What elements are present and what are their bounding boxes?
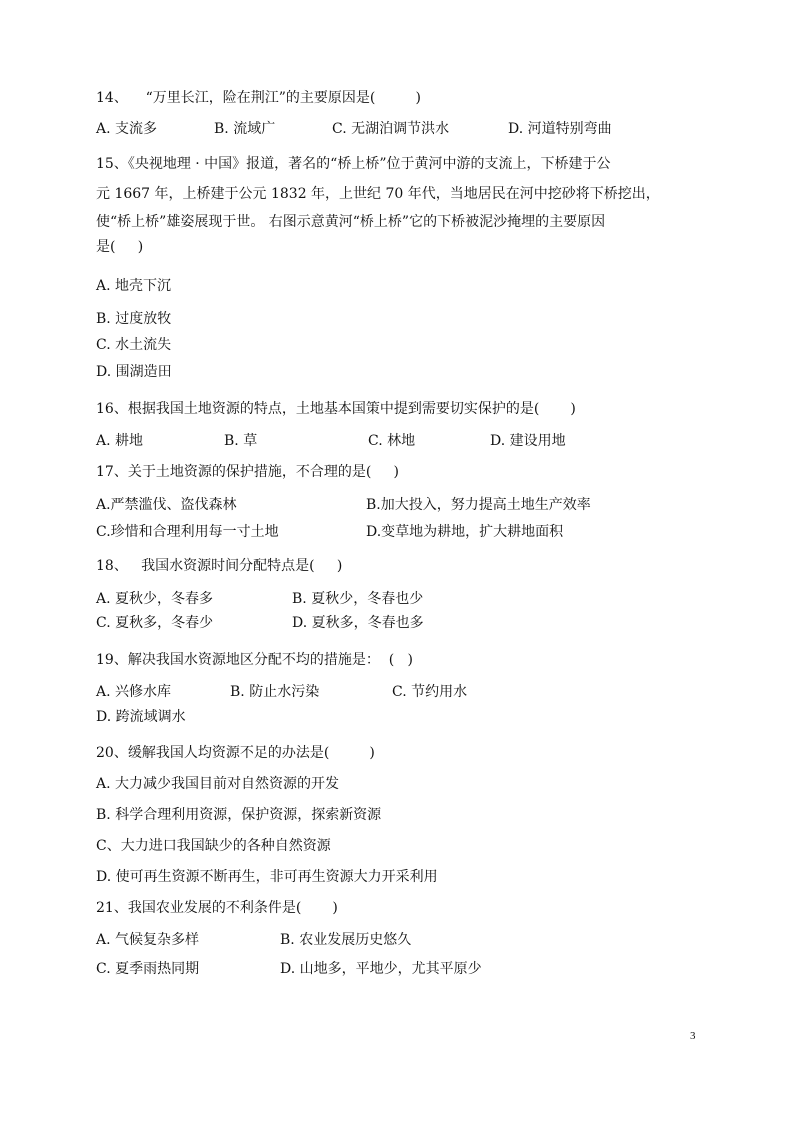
q16-option-c: C. 林地	[368, 433, 416, 449]
q15-stem-line-1: 15、《央视地理 · 中国》报道，著名的“桥上桥”位于黄河中游的支流上，下桥建于公	[96, 156, 611, 172]
q20-option-d: D. 使可再生资源不断再生，非可再生资源大力开采利用	[96, 869, 438, 885]
q19-option-a: A. 兴修水库	[96, 684, 172, 700]
q15-option-d: D. 围湖造田	[96, 364, 172, 380]
q14-option-c: C. 无湖泊调节洪水	[332, 121, 450, 137]
q15-option-a: A. 地壳下沉	[96, 278, 172, 294]
q21-stem: 21、我国农业发展的不利条件是( )	[96, 900, 338, 916]
q20-option-a: A. 大力减少我国目前对自然资源的开发	[96, 776, 340, 792]
q18-option-b: B. 夏秋少，冬春也少	[292, 591, 424, 607]
q17-option-b: B.加大投入，努力提高土地生产效率	[366, 497, 591, 513]
q16-option-b: B. 草	[224, 433, 258, 449]
q16-stem: 16、根据我国土地资源的特点，土地基本国策中提到需要切实保护的是( )	[96, 401, 576, 417]
q16-option-d: D. 建设用地	[490, 433, 566, 449]
q18-option-a: A. 夏秋少，冬春多	[96, 591, 214, 607]
q15-option-c: C. 水土流失	[96, 337, 172, 353]
q14-option-b: B. 流域广	[214, 121, 276, 137]
q15-option-b: B. 过度放牧	[96, 311, 172, 327]
q20-option-c: C、大力进口我国缺少的各种自然资源	[96, 838, 331, 854]
q14-option-a: A. 支流多	[96, 121, 158, 137]
q19-option-b: B. 防止水污染	[230, 684, 320, 700]
q20-option-b: B. 科学合理利用资源，保护资源，探索新资源	[96, 807, 382, 823]
q17-option-c: C.珍惜和合理利用每一寸土地	[96, 524, 279, 540]
q17-option-a: A.严禁滥伐、盗伐森林	[96, 497, 237, 513]
q21-option-b: B. 农业发展历史悠久	[280, 932, 412, 948]
q16-option-a: A. 耕地	[96, 433, 144, 449]
q15-stem-line-3: 使“桥上桥”雄姿展现于世。 右图示意黄河“桥上桥”它的下桥被泥沙掩埋的主要原因	[96, 214, 606, 230]
q15-stem-line-4: 是( )	[96, 239, 144, 255]
q18-option-c: C. 夏秋多，冬春少	[96, 615, 214, 631]
q18-stem: 18、 我国水资源时间分配特点是( )	[96, 558, 343, 574]
q19-option-c: C. 节约用水	[392, 684, 468, 700]
page-number: 3	[690, 1030, 696, 1042]
q14-option-d: D. 河道特别弯曲	[508, 121, 612, 137]
q19-option-d: D. 跨流域调水	[96, 709, 186, 725]
q17-stem: 17、关于土地资源的保护措施，不合理的是( )	[96, 464, 399, 480]
q14-stem: 14、 “万里长江，险在荆江”的主要原因是( )	[96, 90, 421, 106]
q18-option-d: D. 夏秋多，冬春也多	[292, 615, 424, 631]
q19-stem: 19、解决我国水资源地区分配不均的措施是： ( )	[96, 652, 413, 668]
q20-stem: 20、缓解我国人均资源不足的办法是( )	[96, 745, 375, 761]
q17-option-d: D.变草地为耕地，扩大耕地面积	[366, 524, 564, 540]
q21-option-c: C. 夏季雨热同期	[96, 961, 200, 977]
q15-stem-line-2: 元 1667 年，上桥建于公元 1832 年，上世纪 70 年代，当地居民在河中挖砂将下桥挖出，	[96, 186, 660, 202]
q21-option-d: D. 山地多，平地少，尤其平原少	[280, 961, 482, 977]
q21-option-a: A. 气候复杂多样	[96, 932, 200, 948]
